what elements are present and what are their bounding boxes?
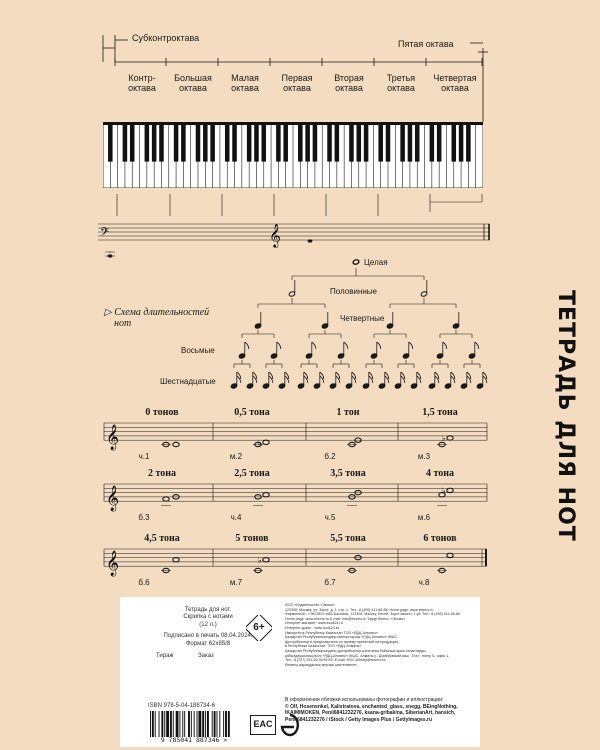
octave-brackets <box>0 0 600 130</box>
imprint-panel <box>120 597 480 747</box>
whole-note-icon <box>263 493 269 497</box>
interval-code: б.3 <box>138 513 150 522</box>
interval-title: 1 тон <box>336 407 360 418</box>
interval-code: б.2 <box>324 452 336 461</box>
half-note-icon <box>420 280 427 297</box>
durations-tree <box>0 250 600 400</box>
whole-note-icon <box>173 442 179 446</box>
interval-title: 6 тонов <box>423 533 457 544</box>
interval-code: м.3 <box>417 452 431 461</box>
interval-code: м.7 <box>229 578 243 587</box>
whole-note-label: Целая <box>364 258 388 267</box>
paper-format: Формат 62х85/8 <box>185 640 231 647</box>
bass-clef-icon: 𝄢 <box>100 226 110 242</box>
eighth-note-icon <box>238 342 248 359</box>
quarter-note-icon <box>386 312 393 329</box>
barcode-icon <box>146 711 242 737</box>
flat-icon: ♭ <box>442 486 446 496</box>
octave-label: Первая октава <box>281 73 313 93</box>
eighth-note-icon <box>468 342 478 359</box>
quarter-note-icon <box>321 312 328 329</box>
publisher-line: Дистрибьютор и представитель по приему претензий на продукцию, <box>285 639 400 644</box>
treble-clef-icon: 𝄞 <box>106 486 120 512</box>
tirazh-label: Тираж <box>156 653 174 659</box>
sixteenth-note-icon <box>410 372 420 389</box>
interval-code: м.2 <box>229 452 243 461</box>
whole-note-icon <box>263 558 269 562</box>
publisher-imprint <box>285 603 475 667</box>
sixteenth-note-icon <box>278 372 288 389</box>
sixteenth-note-icon <box>329 372 339 389</box>
sixteenth-note-icon <box>313 372 323 389</box>
interval-code: ч.5 <box>324 513 336 522</box>
sixteenth-note-icon <box>476 372 486 389</box>
product-pages: (12 л.) <box>199 621 217 628</box>
zakaz-label: Заказ <box>198 653 214 659</box>
signed-date: Подписано в печать 08.04.2024. <box>163 633 253 640</box>
eighth-note-label: Восьмые <box>181 346 215 355</box>
interval-code: ч.1 <box>138 452 150 461</box>
sixteenth-note-icon <box>362 372 372 389</box>
triangle-icon: ▷ <box>104 307 112 318</box>
sixteenth-note-icon <box>297 372 307 389</box>
interval-title: 5,5 тона <box>330 533 366 544</box>
publisher-line: Интернет-магазин : www.book24.ru <box>285 621 343 626</box>
quarter-note-icon <box>452 312 459 329</box>
eighth-note-icon <box>436 342 446 359</box>
isbn-text: ISBN 978-5-04-188734-6 <box>148 703 216 709</box>
publisher-line: Қазақстан Республикасындағы дистрибьютор және өнім бойынша арыз-талаптарды <box>285 648 426 653</box>
treble-clef-icon: 𝄞 <box>269 223 281 247</box>
publisher-line: Қазақстан Республикасындағы импорттаушы «РДЦ-Алматы» ЖШС. <box>285 635 399 640</box>
publisher-line: ООО «Издательство «Эксмо» <box>285 603 335 607</box>
quarter-note-icon <box>254 312 261 329</box>
product-subtitle: Скрипка с нотами <box>183 614 233 621</box>
half-note-icon <box>288 280 295 297</box>
interval-title: 2,5 тона <box>234 468 270 479</box>
interval-code: ч.4 <box>230 513 242 522</box>
piano-keyboard <box>103 122 483 188</box>
whole-note-icon <box>352 259 359 265</box>
product-title: Тетрадь для нот. <box>184 607 232 613</box>
publisher-line: в Республике Казахстан: ТОО «РДЦ-Алматы» <box>285 644 362 649</box>
flat-icon: ♭ <box>258 438 262 448</box>
octave-label: Малая октава <box>231 73 259 93</box>
publisher-line: Тел.: 8 (727) 251-59-90/91/92; E-mail: RDC-Almaty@eksmo.kz <box>285 658 386 663</box>
interval-title: 0 тонов <box>145 407 179 418</box>
eighth-note-icon <box>305 342 315 359</box>
publisher-line: Home page: www.eksmo.ru E-mail: info@eksmo.ru Тауар белгісі: «Эксмо» <box>285 616 406 621</box>
sixteenth-note-icon <box>378 372 388 389</box>
whole-note-icon <box>447 436 453 440</box>
spine-title <box>546 290 586 542</box>
sixteenth-note-icon <box>246 372 256 389</box>
whole-note-icon <box>263 440 269 444</box>
interval-title: 0,5 тона <box>234 407 270 418</box>
quarter-note-label: Четвертные <box>340 314 385 323</box>
treble-clef-icon: 𝄞 <box>106 425 120 451</box>
subcontra-octave-label: Субконтроктава <box>132 33 200 43</box>
intervals-staves <box>0 400 600 590</box>
eighth-note-icon <box>402 342 412 359</box>
interval-title: 2 тона <box>147 468 177 479</box>
octave-label: Вторая октава <box>334 73 364 93</box>
interval-code: б.7 <box>324 578 336 587</box>
flat-icon: ♭ <box>258 555 262 565</box>
treble-clef-icon: 𝄞 <box>106 551 120 577</box>
eac-mark: EAC <box>250 715 276 735</box>
durations-title: ▷ Схема длительностей нот <box>104 307 210 329</box>
interval-title: 4 тона <box>425 468 455 479</box>
flat-icon: ♭ <box>442 434 446 444</box>
whole-note-icon <box>163 497 169 501</box>
eighth-note-icon <box>270 342 280 359</box>
interval-code: м.6 <box>417 513 431 522</box>
whole-note-icon <box>447 488 453 492</box>
sixteenth-note-label: Шестнадцатые <box>160 377 216 386</box>
spine-title-text: ТЕТРАДЬ ДЛЯ НОТ <box>553 290 578 542</box>
publisher-line: Фирменный - «ЭКСМО» АКБ Баспасы, 123308, Мәскеу, Ресей, Зорге көшесі, 1 үй. Тел.: 8 (495) 411-68-86. <box>285 612 461 617</box>
publisher-line: Интернет-дүкен : www.book24.kz <box>285 625 340 630</box>
octave-label: Контр- октава <box>128 73 156 93</box>
interval-title: 5 тонов <box>235 533 269 544</box>
half-note-label: Половинные <box>330 287 377 296</box>
whole-note-icon <box>447 553 453 557</box>
interval-code: ч.8 <box>418 578 430 587</box>
sixteenth-note-icon <box>345 372 355 389</box>
fifth-octave-label: Пятая октава <box>398 39 454 49</box>
octave-label: Большая октава <box>174 73 212 93</box>
publisher-line: қабылдаушының өкілі «РДЦ-Алматы» ЖШС, Алматы қ., Домбровский көш., 3«а», литер Б, офис 1. <box>285 653 450 658</box>
sixteenth-note-icon <box>230 372 240 389</box>
interval-code: б.6 <box>138 578 150 587</box>
barcode: 9 785041 887346 > <box>146 711 242 745</box>
publisher-line: Импортёр в Республику Казахстан ТОО «РДЦ-Алматы». <box>285 630 379 635</box>
octave-label: Четвертая октава <box>433 73 477 93</box>
octave-label: Третья октава <box>386 73 416 93</box>
eighth-note-icon <box>337 342 347 359</box>
interval-title: 4,5 тона <box>144 533 180 544</box>
eighth-note-icon <box>370 342 380 359</box>
sixteenth-note-icon <box>444 372 454 389</box>
sixteenth-note-icon <box>394 372 404 389</box>
publisher-line: 123308, Москва, ул. Зорге, д. 1, стр. 1. Тел.: 8 (495) 411-68-86. Home page: www.eksmo.ru <box>285 607 434 612</box>
publisher-line: Өнімнің жарамдылық мерзімі шектелмеген. <box>285 662 358 667</box>
sixteenth-note-icon <box>262 372 272 389</box>
sixteenth-note-icon <box>428 372 438 389</box>
age-rating-badge: 6+ <box>246 615 272 641</box>
whole-note-icon <box>173 558 179 562</box>
sixteenth-note-icon <box>460 372 470 389</box>
interval-title: 1,5 тона <box>422 407 458 418</box>
interval-title: 3,5 тона <box>330 468 366 479</box>
cover-credits: В оформлении обложки использованы фотографии и иллюстрации: © Olf, Hosenenkel, Kalistratova, enchanted_glass, snegg, BEingNothing, IKAIMIMOKEN, Penii6841232276, ksana-gribakina, SiberianArt, hansich, Penii6841232276 / iStock / Getty Images Plus / GettyImages.ru <box>285 697 458 723</box>
